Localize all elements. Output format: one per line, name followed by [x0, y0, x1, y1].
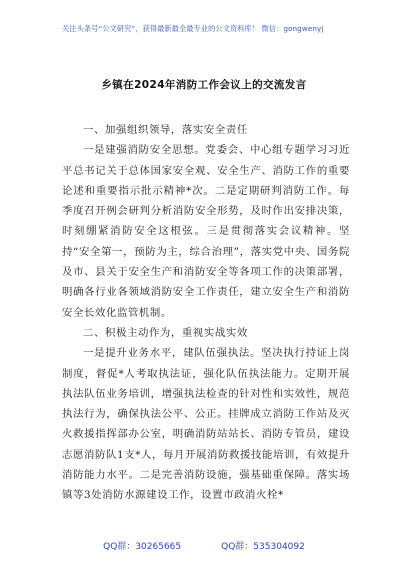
header-promo-note: 关注头条号“公文研究”，获得最新最全最专业的公文资料库！ 微信：gongwenyj — [62, 24, 324, 33]
footer-contact — [0, 539, 408, 552]
document-title: 乡镇在2024年消防工作会议上的交流发言 — [101, 79, 307, 91]
section-heading-2: 二、积极主动作为，重视实战实效 — [83, 326, 248, 339]
footer-qq-group-2: QQ群：535304092 — [221, 542, 305, 552]
section-paragraph-1: 一是建强消防安全思想。党委会、中心组专题学习习近平总书记关于总体国家安全观、安全生产、消防工作的重要论述和重要指示批示精神*次。二是定期研判消防工作。每季度召开例会研判分析消防安全形势，及时作出安排决策，时刻绷紧消防安全这根弦。三是贯彻落实会议精神。坚持“安全第一，预防为主，综合治理”，落实党中央、国务院及市、县关于安全生产和消防安全等各项工作的决策部署，明确各行业各领域消防安全工作责任，建立安全生产和消防安全长效化监管机制。 — [62, 144, 350, 319]
footer-qq-group-1: QQ群：30265665 — [103, 542, 182, 552]
document-body — [62, 120, 350, 506]
section-paragraph-2: 一是提升业务水平，建队伍强执法。坚决执行持证上岗制度，督促*人考取执法证，强化队伍执法能力。定期开展执法队伍业务培训，增强执法检查的针对性和实效性，规范执法行为，确保执法公平、公正。挂牌成立消防工作站及灭火救援指挥部办公室，明确消防站站长、消防专管员，建设志愿消防队1支*人，每月开展消防救援技能培训，有效提升消防能力水平。二是完善消防设施，强基础重保障。落实场镇等3处消防水源建设工作，设置市政消火栓* — [62, 347, 350, 502]
section-heading-1: 一、加强组织领导，落实安全责任 — [83, 124, 248, 136]
